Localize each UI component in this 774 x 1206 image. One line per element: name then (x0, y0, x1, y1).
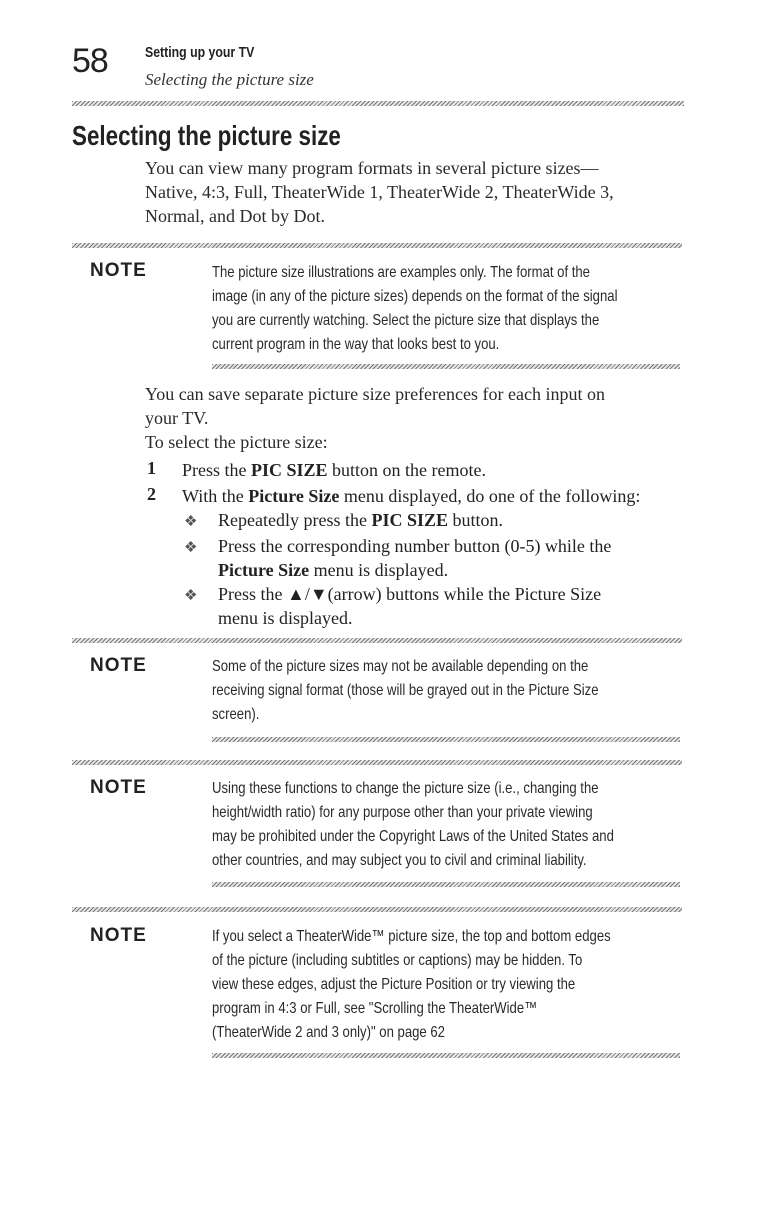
to-select-text: To select the picture size: (145, 432, 328, 452)
diamond-bullet-icon: ❖ (184, 588, 198, 604)
bullet-1-text: Repeatedly press the PIC SIZE button. (218, 510, 503, 530)
running-header-section: Setting up your TV (145, 44, 255, 61)
note-label: NOTE (90, 260, 147, 281)
save-line: your TV. (145, 408, 209, 428)
note-label: NOTE (90, 777, 147, 798)
note-rule-bottom (212, 882, 680, 887)
note-rule-bottom (212, 737, 680, 742)
note-rule-top (72, 907, 682, 912)
save-line: You can save separate picture size preferences for each input on (145, 384, 605, 404)
note-line: Using these functions to change the picture size (i.e., changing the (212, 780, 599, 797)
step-number: 1 (147, 458, 156, 478)
bullet-3-text: Press the ▲/▼(arrow) buttons while the Picture Size menu is displayed. (218, 584, 602, 628)
note-rule-top (72, 760, 682, 765)
note-line: If you select a TheaterWide™ picture size, the top and bottom edges (212, 928, 611, 945)
step-1-text: Press the PIC SIZE button on the remote. (182, 460, 486, 480)
note-line: view these edges, adjust the Picture Position or try viewing the (212, 976, 576, 993)
note-rule-bottom (212, 1053, 680, 1058)
note-rule-top (72, 638, 682, 643)
note-line: receiving signal format (those will be grayed out in the Picture Size (212, 682, 599, 699)
note-line: program in 4:3 or Full, see "Scrolling the TheaterWide™ (212, 1000, 538, 1017)
step-number: 2 (147, 484, 156, 504)
page-heading: Selecting the picture size (72, 120, 341, 151)
bullet-2-text: Press the corresponding number button (0-5) while the Picture Size menu is displayed. (218, 536, 612, 580)
note-line: The picture size illustrations are examples only. The format of the (212, 264, 590, 281)
intro-line: Normal, and Dot by Dot. (145, 206, 325, 226)
note-line: you are currently watching. Select the picture size that displays the (212, 312, 600, 329)
diamond-bullet-icon: ❖ (184, 514, 198, 530)
note-line: other countries, and may subject you to civil and criminal liability. (212, 852, 587, 869)
diamond-bullet-icon: ❖ (184, 540, 198, 556)
header-rule (72, 101, 684, 106)
intro-line: Native, 4:3, Full, TheaterWide 1, TheaterWide 2, TheaterWide 3, (145, 182, 614, 202)
note-line: may be prohibited under the Copyright Laws of the United States and (212, 828, 614, 845)
note-line: of the picture (including subtitles or captions) may be hidden. To (212, 952, 583, 969)
note-line: image (in any of the picture sizes) depends on the format of the signal (212, 288, 618, 305)
step-2-text: With the Picture Size menu displayed, do one of the following: (182, 486, 641, 506)
note-line: (TheaterWide 2 and 3 only)" on page 62 (212, 1024, 445, 1041)
note-line: current program in the way that looks best to you. (212, 336, 500, 353)
note-rule-top (72, 243, 682, 248)
note-label: NOTE (90, 925, 147, 946)
note-rule-bottom (212, 364, 680, 369)
note-line: Some of the picture sizes may not be available depending on the (212, 658, 589, 675)
page-number: 58 (72, 42, 108, 80)
arrow-buttons-icon: ▲/▼ (287, 584, 328, 604)
note-label: NOTE (90, 655, 147, 676)
note-line: screen). (212, 706, 260, 723)
note-line: height/width ratio) for any purpose other than your private viewing (212, 804, 593, 821)
intro-line: You can view many program formats in several picture sizes— (145, 158, 599, 178)
running-header-subsection: Selecting the picture size (145, 70, 314, 89)
